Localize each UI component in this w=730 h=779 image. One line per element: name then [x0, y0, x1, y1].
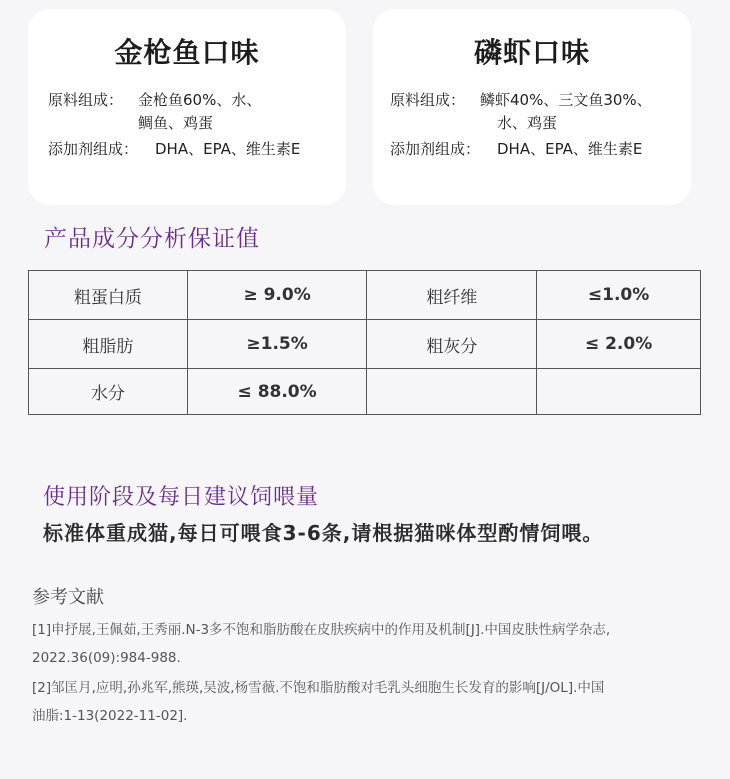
nutrient-value: ≤1.0% [537, 271, 701, 320]
reference-line: 油脂:1-13(2022-11-02]. [32, 708, 188, 724]
additives-label: 添加剂组成： [390, 140, 481, 158]
empty-cell [537, 369, 701, 415]
additives-label: 添加剂组成： [48, 140, 139, 158]
nutrient-name: 粗脂肪 [29, 320, 188, 369]
reference-line: 2022.36(09):984-988. [32, 650, 181, 666]
table-row [29, 320, 701, 369]
additives-value: DHA、EPA、维生素E [497, 140, 643, 158]
reference-item [32, 616, 712, 672]
card-title: 金枪鱼口味 [114, 36, 260, 69]
usage-title: 使用阶段及每日建议饲喂量 [43, 485, 320, 510]
ingredients-label: 原料组成： [48, 91, 124, 109]
nutrient-name: 粗蛋白质 [29, 271, 188, 320]
references-title: 参考文献 [32, 587, 104, 608]
nutrient-name: 水分 [29, 369, 188, 415]
table-row [29, 369, 701, 415]
reference-line: [2]邹匡月,应明,孙兆军,熊瑛,吴波,杨雪薇.不饱和脂肪酸对毛乳头细胞生长发育的影响[J/OL].中国 [32, 680, 605, 696]
reference-item [32, 674, 712, 730]
nutrient-name: 粗灰分 [367, 320, 537, 369]
nutrient-name: 粗纤维 [367, 271, 537, 320]
nutrient-value: ≥1.5% [187, 320, 367, 369]
krill-flavor-card [373, 9, 691, 205]
analysis-table [28, 270, 701, 415]
ingredients-line1: 金枪鱼60%、水、 [138, 91, 262, 109]
ingredients-line1: 鳞虾40%、三文鱼30%、 [480, 91, 652, 109]
empty-cell [367, 369, 537, 415]
reference-line: [1]申抒展,王佩茹,王秀丽.N-3多不饱和脂肪酸在皮肤疾病中的作用及机制[J].中国皮肤性病学杂志, [32, 622, 611, 638]
ingredients-line2: 鲷鱼、鸡蛋 [138, 114, 214, 132]
additives-value: DHA、EPA、维生素E [155, 140, 301, 158]
nutrient-value: ≤ 88.0% [187, 369, 367, 415]
table-row [29, 271, 701, 320]
nutrient-value: ≥ 9.0% [187, 271, 367, 320]
ingredients-line2: 水、鸡蛋 [497, 114, 558, 132]
usage-text: 标准体重成猫,每日可喂食3-6条,请根据猫咪体型酌情饲喂。 [43, 521, 604, 545]
card-title: 磷虾口味 [473, 36, 590, 69]
analysis-title: 产品成分分析保证值 [44, 226, 260, 252]
tuna-flavor-card [28, 9, 346, 205]
nutrient-value: ≤ 2.0% [537, 320, 701, 369]
ingredients-label: 原料组成： [390, 91, 466, 109]
